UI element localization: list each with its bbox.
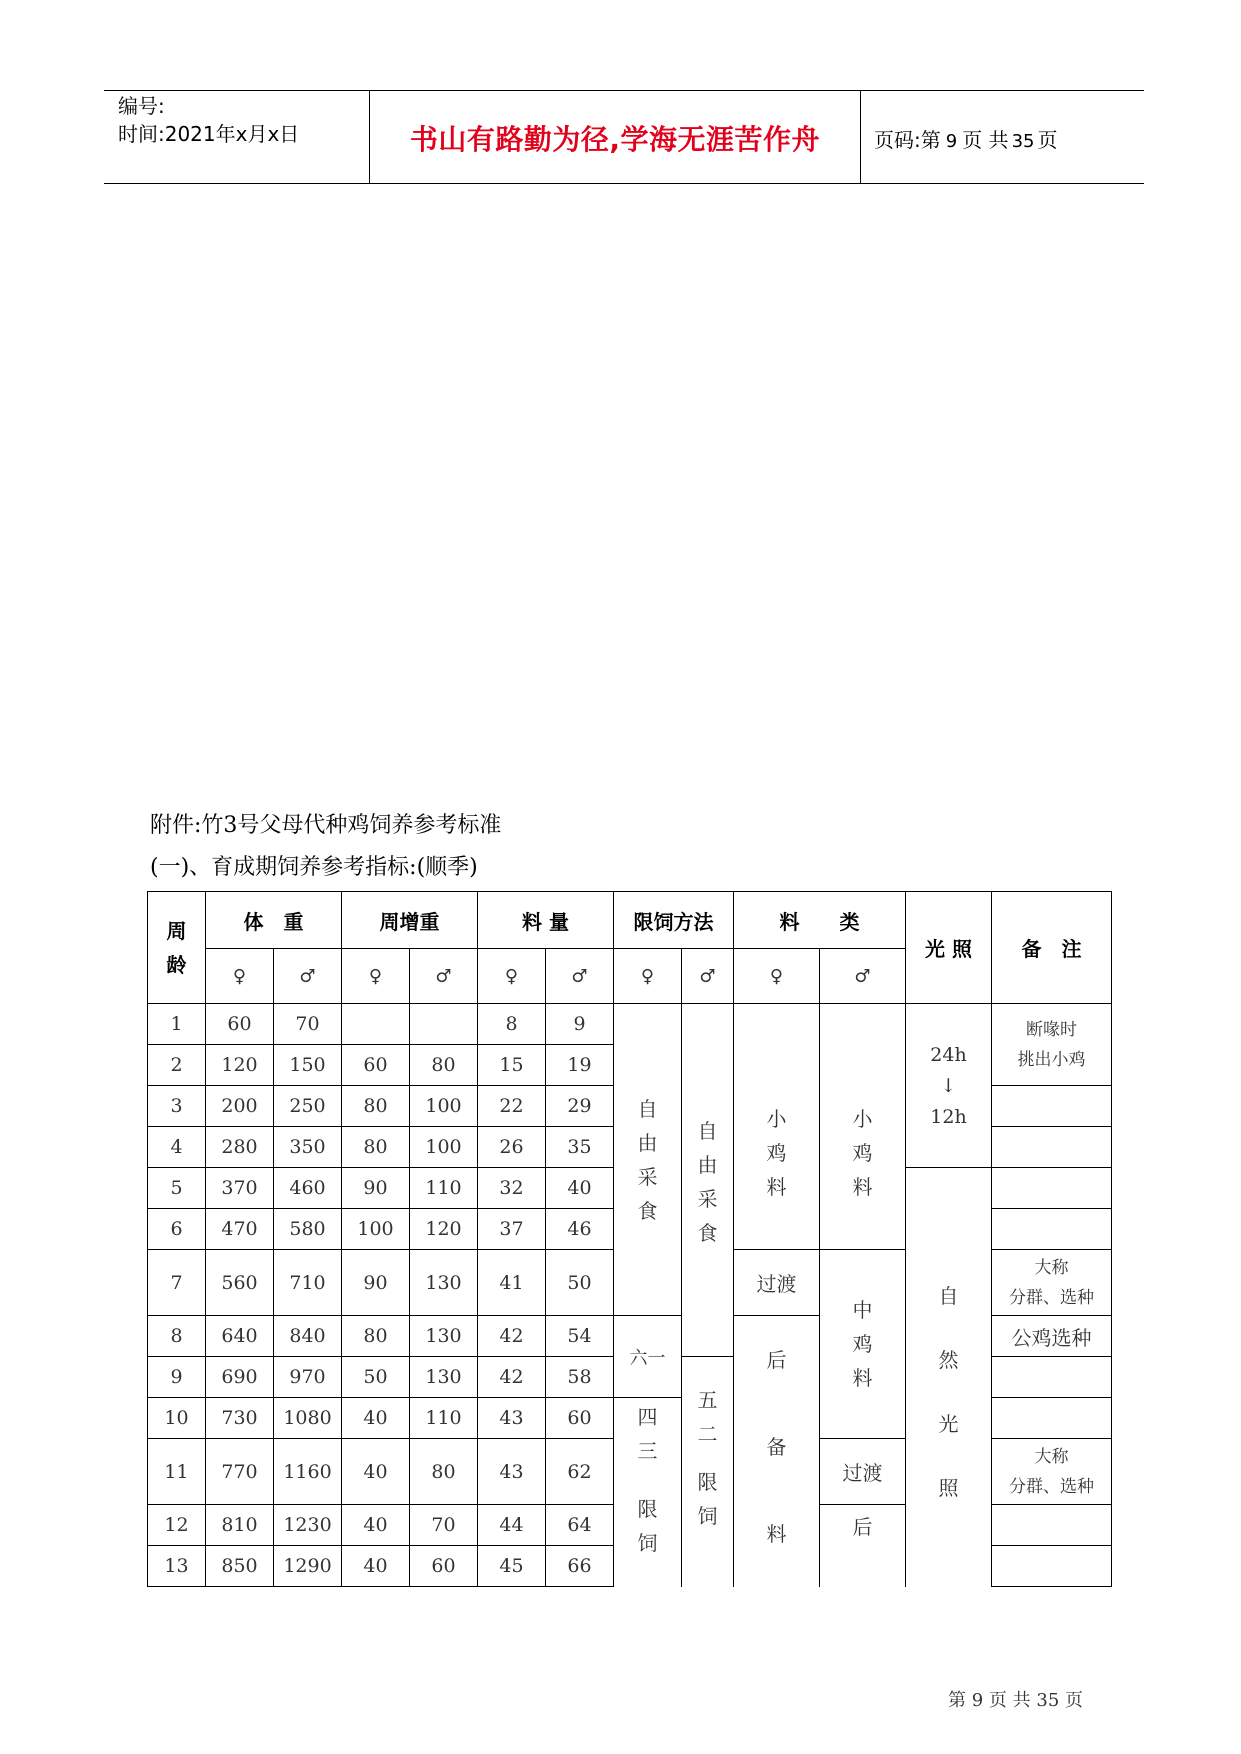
remark-week11-line2: 分群、选种 — [1009, 1476, 1094, 1497]
header-method-male: ♂ — [682, 949, 734, 1004]
cell-weight-female: 200 — [206, 1086, 274, 1127]
header-bottom-rule — [104, 183, 1144, 184]
header-remark: 备 注 — [992, 892, 1112, 1004]
cell-feed-female: 22 — [478, 1086, 546, 1127]
header-page-indicator — [874, 124, 1057, 153]
feedtype-male-chick — [820, 1004, 906, 1250]
remark-week4 — [992, 1127, 1112, 1168]
cell-week: 13 — [148, 1546, 206, 1587]
cell-feed-male: 60 — [546, 1398, 614, 1439]
cell-gain-male: 130 — [410, 1316, 478, 1357]
cell-gain-female: 80 — [342, 1127, 410, 1168]
cell-gain-female: 90 — [342, 1250, 410, 1316]
method-female-four-three-4: 饲 — [637, 1531, 658, 1555]
method-male-free-2: 由 — [697, 1153, 718, 1177]
cell-gain-male — [410, 1004, 478, 1045]
remark-week7-line1: 大称 — [1034, 1257, 1069, 1278]
cell-gain-female: 40 — [342, 1546, 410, 1587]
method-female-free-2: 由 — [637, 1131, 658, 1155]
header-feed: 料 量 — [478, 892, 614, 949]
method-male-free — [682, 1004, 734, 1357]
light-start: 24h — [930, 1043, 967, 1066]
document-subtitle: (一)、育成期饲养参考指标:(顺季) — [150, 855, 478, 880]
cell-feed-female: 8 — [478, 1004, 546, 1045]
cell-feed-female: 26 — [478, 1127, 546, 1168]
cell-weight-male: 350 — [274, 1127, 342, 1168]
cell-weight-male: 580 — [274, 1209, 342, 1250]
feedtype-male-grower-3: 料 — [852, 1366, 873, 1390]
cell-feed-male: 58 — [546, 1357, 614, 1398]
cell-weight-male: 460 — [274, 1168, 342, 1209]
header-motto: 书山有路勤为径,学海无涯苦作舟 — [409, 123, 821, 156]
cell-feed-female: 15 — [478, 1045, 546, 1086]
cell-gain-male: 130 — [410, 1250, 478, 1316]
remark-week7 — [992, 1250, 1112, 1316]
cell-week: 7 — [148, 1250, 206, 1316]
method-female-four-three-1: 四 — [637, 1405, 658, 1429]
cell-weight-male: 250 — [274, 1086, 342, 1127]
cell-weight-male: 1160 — [274, 1439, 342, 1505]
cell-week: 11 — [148, 1439, 206, 1505]
cell-weight-female: 560 — [206, 1250, 274, 1316]
cell-feed-male: 62 — [546, 1439, 614, 1505]
page-label: 页码:第 — [874, 128, 941, 152]
cell-weight-male: 1290 — [274, 1546, 342, 1587]
feedtype-male-grower-1: 中 — [852, 1298, 873, 1322]
cell-gain-male: 70 — [410, 1505, 478, 1546]
cell-feed-male: 50 — [546, 1250, 614, 1316]
method-female-four-three-2: 三 — [637, 1439, 658, 1463]
footer-mid: 页 共 — [988, 1690, 1031, 1711]
light-natural-1: 自 — [938, 1284, 959, 1308]
cell-week: 3 — [148, 1086, 206, 1127]
header-week — [148, 892, 206, 1004]
cell-weight-male: 970 — [274, 1357, 342, 1398]
cell-feed-female: 37 — [478, 1209, 546, 1250]
light-natural-3: 光 — [938, 1412, 959, 1436]
cell-week: 9 — [148, 1357, 206, 1398]
cell-weight-female: 850 — [206, 1546, 274, 1587]
header-feedtype-male: ♂ — [820, 949, 906, 1004]
feedtype-male-chick-2: 鸡 — [852, 1141, 873, 1165]
cell-feed-female: 45 — [478, 1546, 546, 1587]
method-male-five-two-2: 二 — [697, 1422, 718, 1446]
cell-gain-female — [342, 1004, 410, 1045]
header-feed-female: ♀ — [478, 949, 546, 1004]
method-female-free-3: 采 — [637, 1165, 658, 1189]
page-footer — [948, 1686, 1083, 1712]
light-program — [906, 1004, 992, 1168]
cell-gain-male: 110 — [410, 1168, 478, 1209]
header-method: 限饲方法 — [614, 892, 734, 949]
header-weight-female: ♀ — [206, 949, 274, 1004]
remark-week11 — [992, 1439, 1112, 1505]
cell-week: 1 — [148, 1004, 206, 1045]
cell-gain-female: 80 — [342, 1316, 410, 1357]
cell-gain-female: 50 — [342, 1357, 410, 1398]
feedtype-female-chick-2: 鸡 — [766, 1141, 787, 1165]
cell-gain-female: 40 — [342, 1439, 410, 1505]
feedtype-female-reserve — [734, 1316, 820, 1587]
feedtype-female-reserve-2: 备 — [766, 1435, 787, 1459]
footer-pre: 第 — [948, 1690, 966, 1711]
cell-gain-female: 80 — [342, 1086, 410, 1127]
header-feed-male: ♂ — [546, 949, 614, 1004]
cell-feed-female: 41 — [478, 1250, 546, 1316]
cell-feed-female: 42 — [478, 1316, 546, 1357]
remark-week13 — [992, 1546, 1112, 1587]
remark-week1-line2: 挑出小鸡 — [1017, 1049, 1086, 1070]
cell-weight-female: 470 — [206, 1209, 274, 1250]
cell-weight-male: 150 — [274, 1045, 342, 1086]
cell-gain-male: 100 — [410, 1086, 478, 1127]
light-natural-4: 照 — [938, 1476, 959, 1500]
footer-end: 页 — [1065, 1690, 1084, 1711]
cell-gain-female: 90 — [342, 1168, 410, 1209]
feedtype-male-reserve: 后 — [820, 1505, 906, 1587]
light-natural-2: 然 — [938, 1348, 959, 1372]
cell-gain-male: 130 — [410, 1357, 478, 1398]
method-male-five-two-4: 饲 — [697, 1504, 718, 1528]
cell-weight-female: 770 — [206, 1439, 274, 1505]
footer-page-total: 35 — [1036, 1690, 1060, 1711]
cell-weight-female: 810 — [206, 1505, 274, 1546]
cell-weight-female: 280 — [206, 1127, 274, 1168]
cell-week: 6 — [148, 1209, 206, 1250]
method-female-free-1: 自 — [637, 1097, 658, 1121]
header-feed-type: 料 类 — [734, 892, 906, 949]
cell-week: 10 — [148, 1398, 206, 1439]
cell-gain-male: 100 — [410, 1127, 478, 1168]
cell-weight-female: 730 — [206, 1398, 274, 1439]
cell-feed-male: 64 — [546, 1505, 614, 1546]
header-weight: 体 重 — [206, 892, 342, 949]
cell-feed-male: 40 — [546, 1168, 614, 1209]
cell-feed-female: 43 — [478, 1439, 546, 1505]
remark-week11-line1: 大称 — [1034, 1446, 1069, 1467]
header-gain: 周增重 — [342, 892, 478, 949]
remark-week8: 公鸡选种 — [992, 1316, 1112, 1357]
method-male-five-two-3: 限 — [697, 1470, 718, 1494]
cell-feed-male: 9 — [546, 1004, 614, 1045]
cell-weight-male: 840 — [274, 1316, 342, 1357]
remark-week10 — [992, 1398, 1112, 1439]
cell-gain-male: 60 — [410, 1546, 478, 1587]
feedtype-male-transition: 过渡 — [820, 1439, 906, 1505]
cell-weight-male: 1080 — [274, 1398, 342, 1439]
feedtype-female-chick-3: 料 — [766, 1175, 787, 1199]
document-title: 附件:竹3号父母代种鸡饲养参考标准 — [150, 813, 502, 838]
header-week-line2: 龄 — [166, 952, 187, 977]
cell-gain-male: 110 — [410, 1398, 478, 1439]
header-divider-right — [860, 90, 861, 184]
header-gain-male: ♂ — [410, 949, 478, 1004]
method-female-four-three — [614, 1398, 682, 1587]
cell-feed-female: 32 — [478, 1168, 546, 1209]
remark-week6 — [992, 1209, 1112, 1250]
cell-week: 5 — [148, 1168, 206, 1209]
cell-gain-male: 80 — [410, 1439, 478, 1505]
cell-feed-female: 44 — [478, 1505, 546, 1546]
remark-week5 — [992, 1168, 1112, 1209]
remark-week9 — [992, 1357, 1112, 1398]
header-feedtype-female: ♀ — [734, 949, 820, 1004]
remark-week1-line1: 断喙时 — [1026, 1019, 1077, 1040]
cell-gain-female: 40 — [342, 1505, 410, 1546]
cell-weight-female: 120 — [206, 1045, 274, 1086]
cell-gain-male: 120 — [410, 1209, 478, 1250]
header-top-rule — [104, 90, 1144, 91]
cell-week: 12 — [148, 1505, 206, 1546]
method-male-free-1: 自 — [697, 1119, 718, 1143]
footer-page-number: 9 — [971, 1690, 984, 1711]
cell-gain-female: 40 — [342, 1398, 410, 1439]
cell-weight-female: 640 — [206, 1316, 274, 1357]
feedtype-female-chick — [734, 1004, 820, 1250]
page-number: 9 — [945, 131, 958, 152]
method-male-five-two — [682, 1357, 734, 1587]
cell-weight-female: 370 — [206, 1168, 274, 1209]
cell-weight-female: 690 — [206, 1357, 274, 1398]
method-male-free-3: 采 — [697, 1187, 718, 1211]
page-end: 页 — [1037, 128, 1058, 152]
cell-gain-male: 80 — [410, 1045, 478, 1086]
feedtype-female-reserve-3: 料 — [766, 1522, 787, 1546]
header-light: 光 照 — [906, 892, 992, 1004]
method-female-free — [614, 1004, 682, 1316]
cell-weight-male: 70 — [274, 1004, 342, 1045]
feedtype-female-chick-1: 小 — [766, 1107, 787, 1131]
cell-feed-male: 66 — [546, 1546, 614, 1587]
header-gain-female: ♀ — [342, 949, 410, 1004]
feeding-standard-table — [147, 891, 1112, 1587]
cell-week: 2 — [148, 1045, 206, 1086]
cell-feed-female: 43 — [478, 1398, 546, 1439]
cell-week: 8 — [148, 1316, 206, 1357]
header-method-female: ♀ — [614, 949, 682, 1004]
cell-weight-male: 710 — [274, 1250, 342, 1316]
remark-week3 — [992, 1086, 1112, 1127]
feedtype-female-reserve-1: 后 — [766, 1348, 787, 1372]
cell-week: 4 — [148, 1127, 206, 1168]
light-arrow: ↓ — [940, 1074, 957, 1097]
cell-feed-male: 46 — [546, 1209, 614, 1250]
header-weight-male: ♂ — [274, 949, 342, 1004]
cell-feed-female: 42 — [478, 1357, 546, 1398]
header-meta — [118, 92, 299, 148]
cell-feed-male: 29 — [546, 1086, 614, 1127]
method-female-free-4: 食 — [637, 1199, 658, 1223]
cell-weight-female: 60 — [206, 1004, 274, 1045]
page-total: 35 — [1011, 131, 1035, 152]
method-female-four-three-3: 限 — [637, 1497, 658, 1521]
feedtype-male-grower — [820, 1250, 906, 1439]
cell-weight-male: 1230 — [274, 1505, 342, 1546]
method-male-free-4: 食 — [697, 1221, 718, 1245]
remark-week1 — [992, 1004, 1112, 1086]
method-female-six-one: 六一 — [614, 1316, 682, 1398]
page-mid: 页 共 — [962, 128, 1009, 152]
feedtype-male-chick-1: 小 — [852, 1107, 873, 1131]
remark-week12 — [992, 1505, 1112, 1546]
light-end: 12h — [930, 1105, 967, 1128]
time-label: 时间:2021年x月x日 — [118, 122, 300, 146]
cell-gain-female: 60 — [342, 1045, 410, 1086]
method-male-five-two-1: 五 — [697, 1388, 718, 1412]
header-week-line1: 周 — [166, 918, 187, 943]
table-row — [148, 1004, 1112, 1045]
feedtype-male-chick-3: 料 — [852, 1175, 873, 1199]
cell-feed-male: 35 — [546, 1127, 614, 1168]
remark-week7-line2: 分群、选种 — [1009, 1287, 1094, 1308]
feedtype-female-transition: 过渡 — [734, 1250, 820, 1316]
feedtype-male-grower-2: 鸡 — [852, 1332, 873, 1356]
cell-gain-female: 100 — [342, 1209, 410, 1250]
cell-feed-male: 19 — [546, 1045, 614, 1086]
serial-label: 编号: — [118, 94, 165, 118]
light-natural — [906, 1168, 992, 1587]
cell-feed-male: 54 — [546, 1316, 614, 1357]
